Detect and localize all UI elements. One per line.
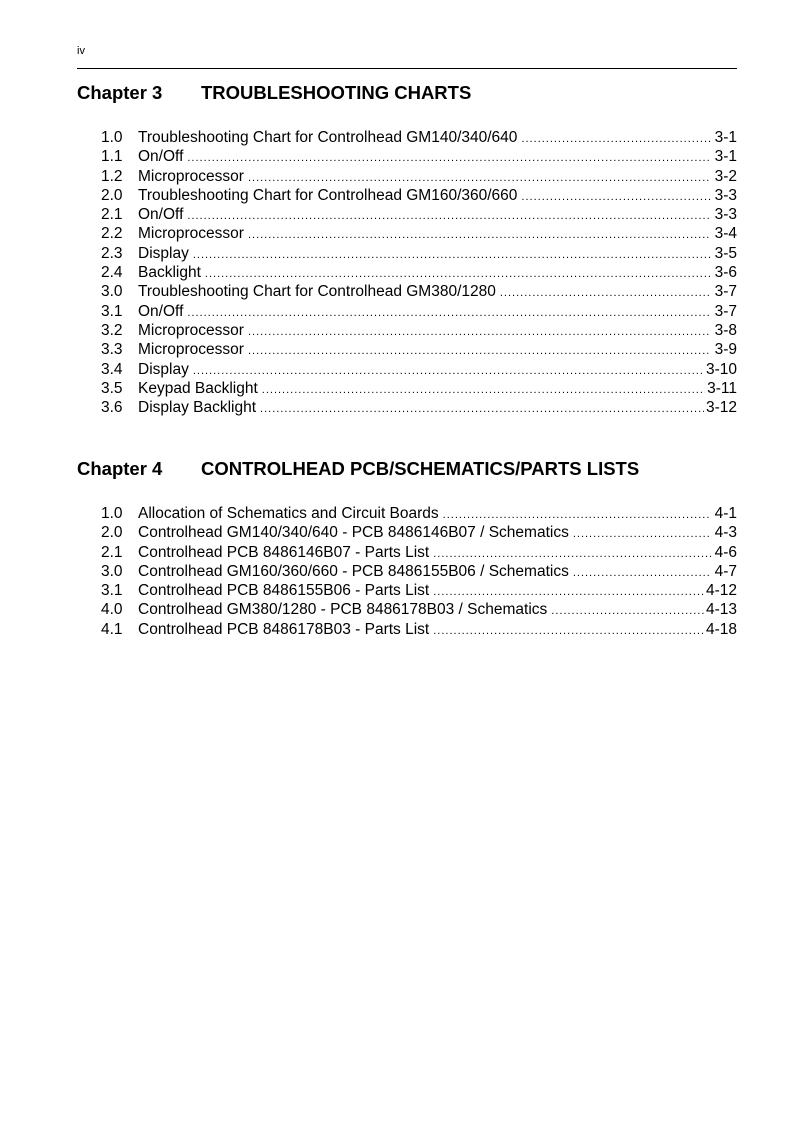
chapter-title: TROUBLESHOOTING CHARTS — [201, 82, 472, 103]
toc-entry — [77, 340, 737, 359]
toc-entry-page: 4-18 — [705, 620, 737, 638]
toc-entry-page: 3-3 — [714, 206, 737, 224]
toc-entry-title: On/Off — [138, 148, 184, 166]
toc-entry — [77, 581, 737, 600]
toc-entry-page: 3-10 — [705, 360, 737, 378]
toc-dot-leader — [262, 381, 705, 400]
toc-entry-title: Display — [138, 360, 189, 378]
toc-entry — [77, 224, 737, 243]
toc-entry-number: 3.4 — [101, 360, 123, 378]
toc-entry-page: 3-6 — [714, 264, 737, 282]
toc-entry-page: 4-13 — [705, 601, 737, 619]
toc-entry-title: Display — [138, 244, 189, 262]
toc-entry-title: Controlhead GM140/340/640 - PCB 8486146B07 / Schematics — [138, 524, 569, 542]
toc-dot-leader — [433, 622, 704, 641]
toc-entry-page: 3-12 — [705, 399, 737, 417]
toc-entry — [77, 543, 737, 562]
chapter-title: CONTROLHEAD PCB/SCHEMATICS/PARTS LISTS — [201, 458, 640, 479]
toc-entry — [77, 600, 737, 619]
toc-entry-page: 4-7 — [714, 562, 737, 580]
toc-entry-number: 2.4 — [101, 264, 123, 282]
toc-entry-number: 1.0 — [101, 505, 123, 522]
toc-entry-number: 2.2 — [101, 225, 123, 243]
toc-entry — [77, 263, 737, 282]
toc-entry-title: Troubleshooting Chart for Controlhead GM380/1280 — [138, 283, 496, 301]
toc-entry-number: 4.0 — [101, 601, 123, 619]
toc-dot-leader — [500, 284, 711, 303]
toc-entry — [77, 205, 737, 224]
toc-entry-page: 4-1 — [714, 505, 737, 522]
toc-dot-leader — [187, 149, 711, 168]
toc-entry-title: Controlhead PCB 8486178B03 - Parts List — [138, 620, 430, 638]
toc-dot-leader — [248, 342, 711, 361]
toc-entry-number: 2.1 — [101, 543, 123, 561]
toc-entry-number: 3.2 — [101, 321, 123, 339]
toc-entry-number: 2.3 — [101, 244, 123, 262]
toc-dot-leader — [193, 362, 704, 381]
toc-entry-title: On/Off — [138, 206, 184, 224]
toc-entry-page: 3-9 — [714, 341, 737, 359]
toc-dot-leader — [573, 525, 711, 544]
toc-entry-page: 3-8 — [714, 321, 737, 339]
toc-entry — [77, 562, 737, 581]
toc-dot-leader — [248, 226, 711, 245]
toc-entry-title: Microprocessor — [138, 321, 244, 339]
toc-entry-page: 3-11 — [707, 379, 737, 397]
toc-dot-leader — [187, 207, 711, 226]
toc-entry — [77, 321, 737, 340]
toc-entry-number: 2.0 — [101, 186, 123, 204]
toc-entry-title: Controlhead PCB 8486146B07 - Parts List — [138, 543, 430, 561]
toc-entry — [77, 282, 737, 301]
toc-entry-page: 4-12 — [705, 582, 737, 600]
toc-entry-page: 4-3 — [714, 524, 737, 542]
toc-entry-page: 3-2 — [714, 167, 737, 185]
toc-entry — [77, 302, 737, 321]
toc-entry-title: Backlight — [138, 264, 201, 282]
toc-entry-title: Display Backlight — [138, 399, 257, 417]
page-number: iv — [77, 45, 85, 57]
toc-entry-number: 3.1 — [101, 582, 123, 600]
toc-entry — [77, 523, 737, 542]
toc-entry-page: 3-3 — [714, 186, 737, 204]
toc-entry-title: Troubleshooting Chart for Controlhead GM140/340/640 — [138, 129, 518, 146]
toc-entry-page: 3-4 — [714, 225, 737, 243]
toc-dot-leader — [521, 130, 711, 149]
toc-entry-title: Keypad Backlight — [138, 379, 258, 397]
toc-list — [77, 128, 737, 417]
toc-entry-number: 1.1 — [101, 148, 123, 166]
toc-entry-number: 1.2 — [101, 167, 123, 185]
toc-entry-number: 3.6 — [101, 399, 123, 417]
chapter-heading — [77, 82, 737, 108]
toc-entry-page: 3-5 — [714, 244, 737, 262]
toc-dot-leader — [521, 188, 711, 207]
toc-entry — [77, 186, 737, 205]
chapter-3-section — [77, 82, 737, 417]
toc-dot-leader — [551, 602, 704, 621]
chapter-4-section — [77, 458, 737, 639]
toc-entry-title: Allocation of Schematics and Circuit Boards — [138, 505, 439, 522]
toc-dot-leader — [193, 246, 711, 265]
toc-entry-title: Microprocessor — [138, 167, 244, 185]
toc-entry — [77, 128, 737, 147]
toc-dot-leader — [260, 400, 704, 419]
toc-entry-number: 2.0 — [101, 524, 123, 542]
toc-entry — [77, 504, 737, 523]
toc-entry-number: 3.0 — [101, 562, 123, 580]
toc-entry-number: 1.0 — [101, 129, 123, 146]
toc-entry-title: On/Off — [138, 302, 184, 320]
toc-entry — [77, 360, 737, 379]
toc-list — [77, 504, 737, 639]
toc-entry — [77, 398, 737, 417]
toc-entry-page: 3-1 — [714, 129, 737, 146]
toc-entry-title: Controlhead GM380/1280 - PCB 8486178B03 / Schematics — [138, 601, 548, 619]
chapter-label: Chapter 3 — [77, 82, 163, 103]
toc-entry-number: 3.1 — [101, 302, 123, 320]
chapter-label: Chapter 4 — [77, 458, 163, 479]
toc-entry-title: Controlhead GM160/360/660 - PCB 8486155B06 / Schematics — [138, 562, 569, 580]
toc-entry-page: 3-7 — [714, 283, 737, 301]
toc-entry — [77, 147, 737, 166]
toc-entry — [77, 620, 737, 639]
toc-dot-leader — [187, 304, 711, 323]
header-rule — [77, 68, 737, 69]
toc-entry-title: Controlhead PCB 8486155B06 - Parts List — [138, 582, 430, 600]
toc-entry — [77, 167, 737, 186]
toc-entry-number: 4.1 — [101, 620, 123, 638]
toc-entry-number: 3.5 — [101, 379, 123, 397]
toc-entry-title: Microprocessor — [138, 225, 244, 243]
toc-entry — [77, 244, 737, 263]
toc-entry-page: 3-1 — [714, 148, 737, 166]
toc-entry-number: 3.3 — [101, 341, 123, 359]
toc-entry-title: Troubleshooting Chart for Controlhead GM160/360/660 — [138, 186, 518, 204]
toc-entry-page: 4-6 — [714, 543, 737, 561]
toc-entry-title: Microprocessor — [138, 341, 244, 359]
toc-dot-leader — [248, 323, 711, 342]
toc-entry-number: 3.0 — [101, 283, 123, 301]
toc-entry-page: 3-7 — [714, 302, 737, 320]
toc-dot-leader — [573, 564, 711, 583]
chapter-heading — [77, 458, 737, 484]
toc-entry — [77, 379, 737, 398]
toc-entry-number: 2.1 — [101, 206, 123, 224]
